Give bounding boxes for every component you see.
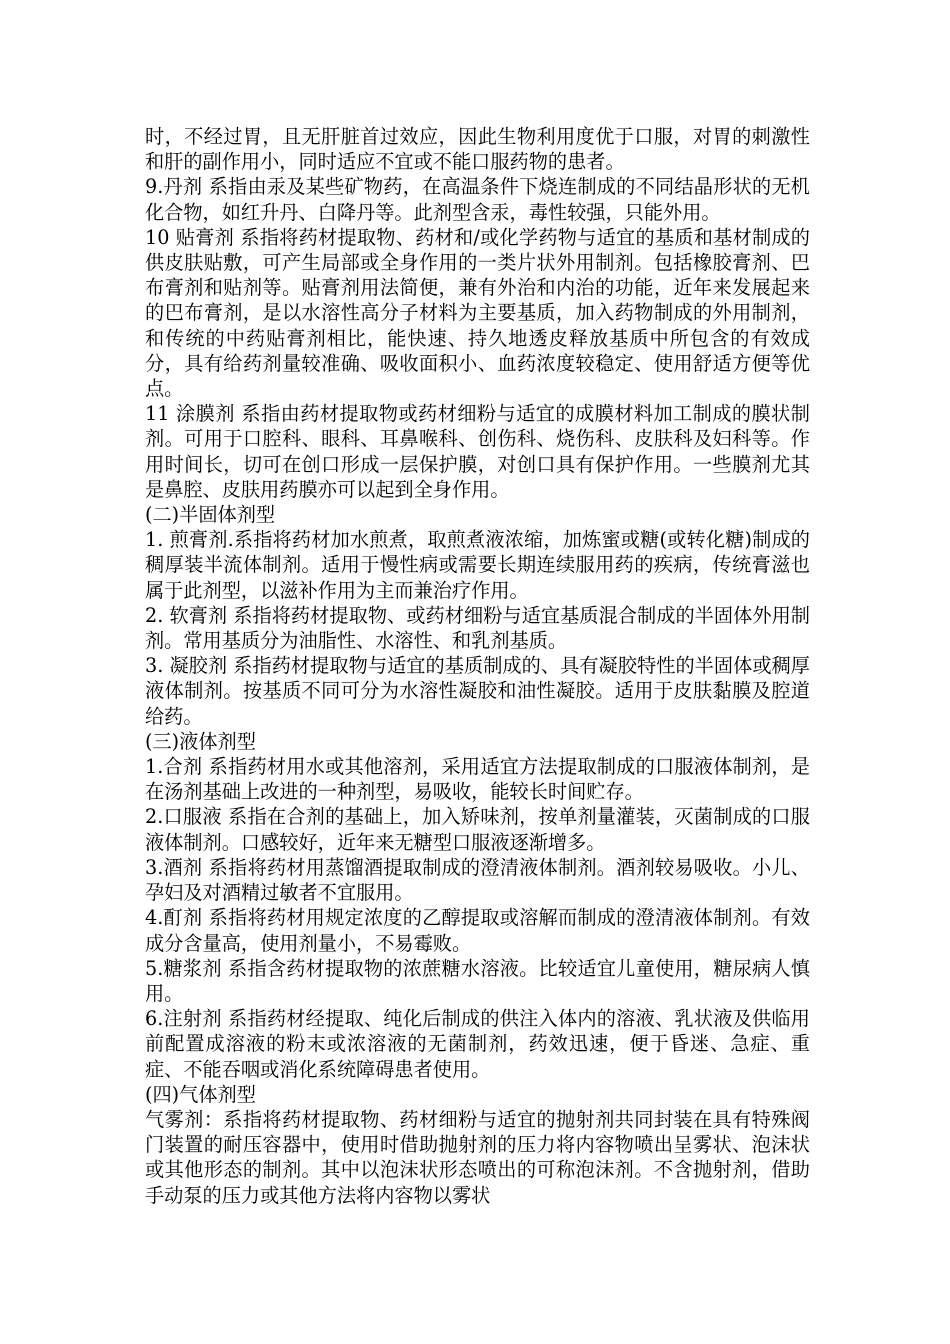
paragraph-tang-jiang-ji: 5.糖浆剂 系指含药材提取物的浓蔗糖水溶液。比较适宜儿童使用，糖尿病人慎用。 [145,956,810,1005]
paragraph-tu-mo-ji: 11 涂膜剂 系指由药材提取物或药材细粉与适宜的成膜材料加工制成的膜状制剂。可用于口腔科、眼科、耳鼻喉科、创伤科、烧伤科、皮肤科及妇科等。作用时间长，切可在创口形成一层保护膜，对创口具有保护作用。一些膜剂尤其是鼻腔、皮肤用药膜亦可以起到全身作用。 [145,402,810,501]
paragraph-jian-gao-ji: 1. 煎膏剂.系指将药材加水煎煮，取煎煮液浓缩，加炼蜜或糖(或转化糖)制成的稠厚装半流体制剂。适用于慢性病或需要长期连续服用药的疾病，传统膏滋也属于此剂型，以滋补作用为主而兼治疗作用。 [145,528,810,602]
paragraph-jiu-ji: 3.酒剂 系指将药材用蒸馏酒提取制成的澄清液体制剂。酒剂较易吸收。小儿、孕妇及对酒精过敏者不宜服用。 [145,855,810,905]
paragraph-qi-wu-ji: 气雾剂：系指将药材提取物、药材细粉与适宜的抛射剂共同封装在具有特殊阀门装置的耐压容器中，使用时借助抛射剂的压力将内容物喷出呈雾状、泡沫状或其他形态的制剂。其中以泡沫状形态喷出的可称泡沫剂。不含抛射剂，借助手动泵的压力或其他方法将内容物以雾状 [145,1107,810,1207]
section-heading-liquid: (三)液体剂型 [145,729,256,753]
paragraph-ding-ji: 4.酊剂 系指将药材用规定浓度的乙醇提取或溶解而制成的澄清液体制剂。有效成分含量高，使用剂量小，不易霉败。 [145,906,810,955]
document-body [145,124,810,1208]
paragraph-zhu-she-ji: 6.注射剂 系指药材经提取、纯化后制成的供注入体内的溶液、乳状液及供临用前配置成溶液的粉末或浓溶液的无菌制剂，药效迅速，便于昏迷、急症、重症、不能吞咽或消化系统障碍患者使用。 [145,1007,810,1081]
section-heading-gas: (四)气体剂型 [145,1082,256,1106]
paragraph-dan-ji: 9.丹剂 系指由汞及某些矿物药，在高温条件下烧连制成的不同结晶形状的无机化合物，如红升丹、白降丹等。此剂型含汞，毒性较强，只能外用。 [145,175,810,224]
paragraph-he-ji: 1.合剂 系指药材用水或其他溶剂，采用适宜方法提取制成的口服液体制剂，是在汤剂基础上改进的一种剂型，易吸收，能较长时间贮存。 [145,755,810,804]
paragraph-continuation: 时，不经过胃，且无肝脏首过效应，因此生物利用度优于口服，对胃的刺激性和肝的副作用小，同时适应不宜或不能口服药物的患者。 [145,125,810,174]
paragraph-tie-gao-ji: 10 贴膏剂 系指将药材提取物、药材和/或化学药物与适宜的基质和基材制成的供皮肤贴敷，可产生局部或全身作用的一类片状外用制剂。包括橡胶膏剂、巴布膏剂和贴剂等。贴膏剂用法简便，兼有外治和内治的功能，近年来发展起来的巴布膏剂，是以水溶性高分子材料为主要基质，加入药物制成的外用制剂，和传统的中药贴膏剂相比，能快速、持久地透皮释放基质中所包含的有效成分，具有给药剂量较准确、吸收面积小、血药浓度较稳定、使用舒适方便等优点。 [145,225,810,401]
paragraph-ruan-gao-ji: 2. 软膏剂 系指将药材提取物、或药材细粉与适宜基质混合制成的半固体外用制剂。常用基质分为油脂性、水溶性、和乳剂基质。 [145,603,810,653]
section-heading-semi-solid: (二)半固体剂型 [145,503,276,527]
paragraph-ning-jiao-ji: 3. 凝胶剂 系指药材提取物与适宜的基质制成的、具有凝胶特性的半固体或稠厚液体制剂。按基质不同可分为水溶性凝胶和油性凝胶。适用于皮肤黏膜及腔道给药。 [145,654,810,728]
paragraph-kou-fu-ye: 2.口服液 系指在合剂的基础上，加入矫味剂，按单剂量灌装，灭菌制成的口服液体制剂。口感较好，近年来无糖型口服液逐渐增多。 [145,805,810,854]
